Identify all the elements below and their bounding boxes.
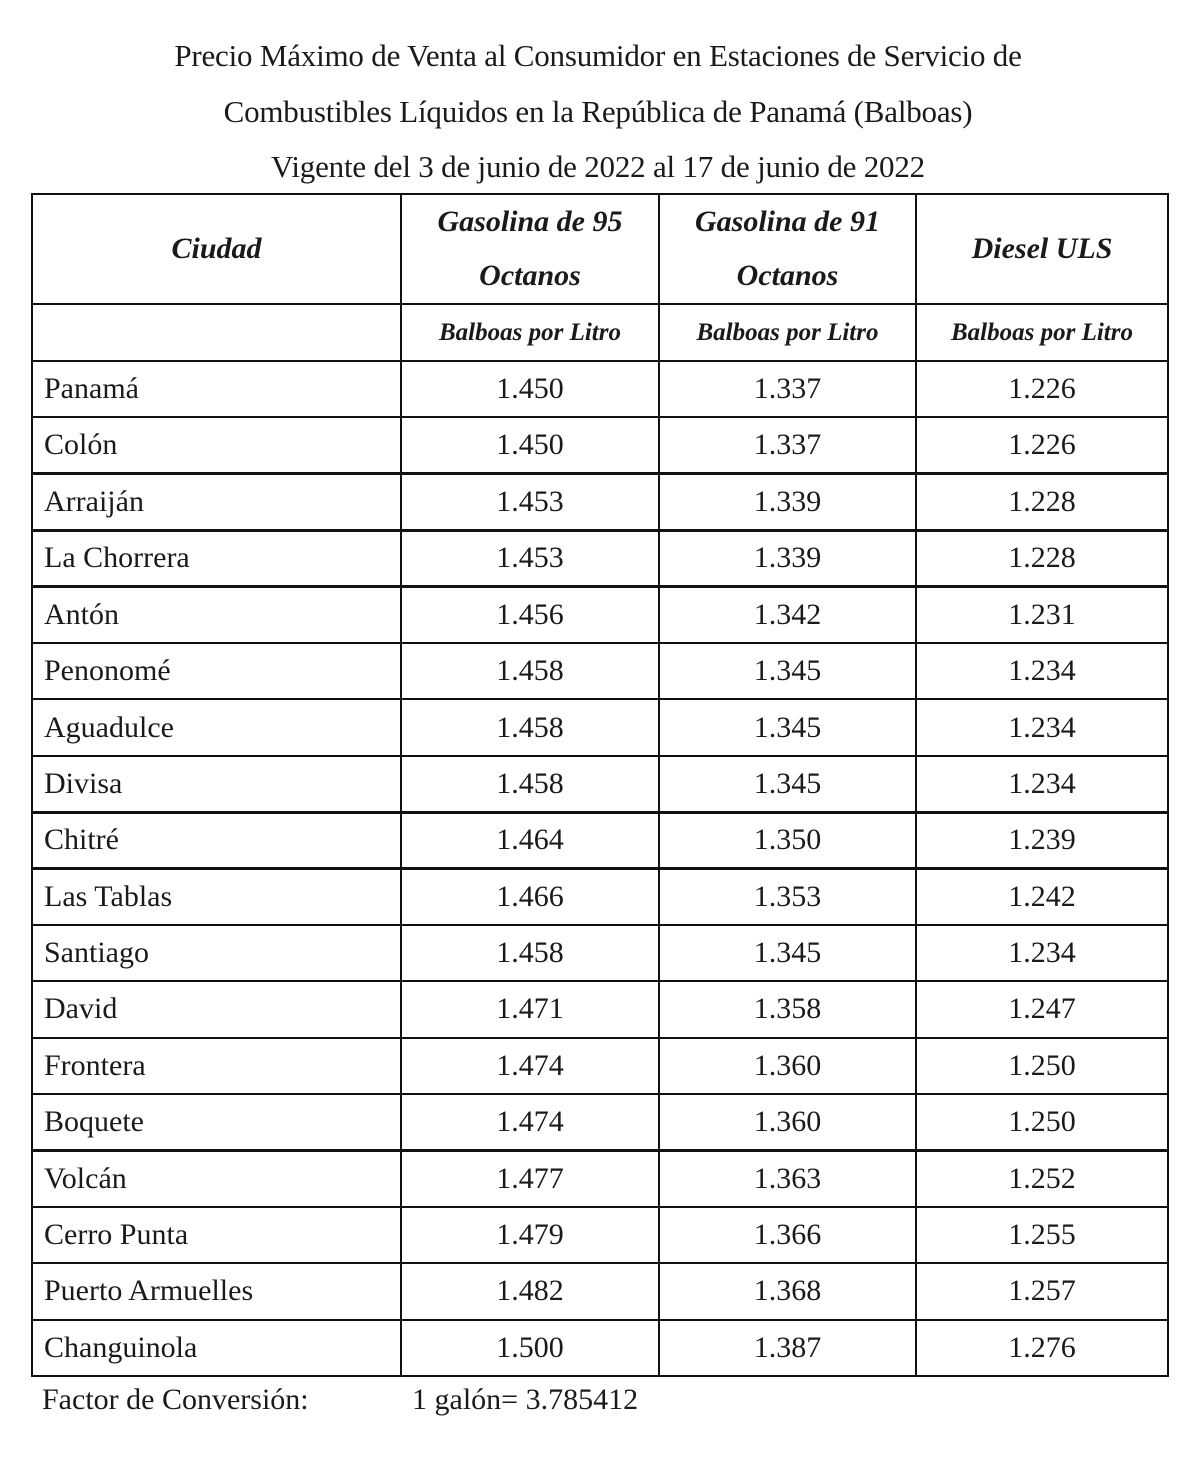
- city-cell: Colón: [32, 417, 401, 473]
- fuel-price-table: [31, 193, 1169, 1377]
- gasoline-95-price: 1.458: [401, 643, 659, 699]
- diesel-price: 1.276: [916, 1320, 1168, 1376]
- diesel-price: 1.228: [916, 530, 1168, 586]
- city-cell: Penonomé: [32, 643, 401, 699]
- column-header-gasoline-95: Gasolina de 95 Octanos: [401, 194, 659, 304]
- table-row: [32, 643, 1168, 699]
- diesel-price: 1.255: [916, 1207, 1168, 1263]
- gasoline-95-price: 1.471: [401, 981, 659, 1037]
- gasoline-95-price: 1.456: [401, 587, 659, 643]
- gasoline-95-price: 1.464: [401, 812, 659, 868]
- conversion-label: Factor de Conversión:: [42, 1383, 309, 1416]
- city-cell: Volcán: [32, 1150, 401, 1206]
- table-row: [32, 587, 1168, 643]
- city-cell: La Chorrera: [32, 530, 401, 586]
- conversion-footer: [42, 1378, 638, 1422]
- unit-gasoline-95: Balboas por Litro: [401, 304, 659, 361]
- gasoline-91-price: 1.360: [659, 1094, 916, 1150]
- title-line-3: Vigente del 3 de junio de 2022 al 17 de junio de 2022: [271, 149, 925, 184]
- table-row: [32, 1038, 1168, 1094]
- table-body: [32, 361, 1168, 1376]
- city-cell: Frontera: [32, 1038, 401, 1094]
- conversion-value: 1 galón= 3.785412: [412, 1383, 639, 1416]
- table-row: [32, 869, 1168, 925]
- table-row: [32, 756, 1168, 812]
- city-cell: Divisa: [32, 756, 401, 812]
- diesel-price: 1.226: [916, 417, 1168, 473]
- gasoline-95-price: 1.477: [401, 1150, 659, 1206]
- gasoline-95-price: 1.474: [401, 1038, 659, 1094]
- diesel-price: 1.250: [916, 1094, 1168, 1150]
- gasoline-91-price: 1.337: [659, 361, 916, 417]
- gasoline-91-price: 1.387: [659, 1320, 916, 1376]
- city-cell: Las Tablas: [32, 869, 401, 925]
- title-line-1: Precio Máximo de Venta al Consumidor en Estaciones de Servicio de: [174, 38, 1022, 73]
- gasoline-91-price: 1.345: [659, 925, 916, 981]
- gasoline-95-price: 1.482: [401, 1263, 659, 1319]
- gasoline-91-price: 1.345: [659, 643, 916, 699]
- table-row: [32, 417, 1168, 473]
- table-row: [32, 1094, 1168, 1150]
- gasoline-95-price: 1.458: [401, 756, 659, 812]
- gasoline-95-price: 1.474: [401, 1094, 659, 1150]
- table-row: [32, 474, 1168, 530]
- table-row: [32, 925, 1168, 981]
- diesel-price: 1.252: [916, 1150, 1168, 1206]
- table-row: [32, 530, 1168, 586]
- gasoline-91-price: 1.345: [659, 756, 916, 812]
- gasoline-95-price: 1.479: [401, 1207, 659, 1263]
- table-row: [32, 699, 1168, 755]
- diesel-price: 1.257: [916, 1263, 1168, 1319]
- table-row: [32, 1207, 1168, 1263]
- gasoline-91-price: 1.353: [659, 869, 916, 925]
- gasoline-91-price: 1.358: [659, 981, 916, 1037]
- city-cell: Cerro Punta: [32, 1207, 401, 1263]
- diesel-price: 1.231: [916, 587, 1168, 643]
- document-title: [0, 28, 1196, 195]
- table-row: [32, 1320, 1168, 1376]
- diesel-price: 1.250: [916, 1038, 1168, 1094]
- city-cell: Boquete: [32, 1094, 401, 1150]
- gasoline-95-price: 1.458: [401, 925, 659, 981]
- header-row: [32, 194, 1168, 304]
- diesel-price: 1.234: [916, 756, 1168, 812]
- column-header-diesel: Diesel ULS: [916, 194, 1168, 304]
- gasoline-95-price: 1.453: [401, 530, 659, 586]
- table-row: [32, 1150, 1168, 1206]
- gasoline-95-price: 1.450: [401, 417, 659, 473]
- column-header-city: Ciudad: [32, 194, 401, 304]
- diesel-price: 1.234: [916, 643, 1168, 699]
- gasoline-91-price: 1.339: [659, 474, 916, 530]
- gasoline-91-price: 1.337: [659, 417, 916, 473]
- table-row: [32, 981, 1168, 1037]
- city-cell: Antón: [32, 587, 401, 643]
- city-cell: Puerto Armuelles: [32, 1263, 401, 1319]
- city-cell: Changuinola: [32, 1320, 401, 1376]
- table-row: [32, 1263, 1168, 1319]
- table-row: [32, 361, 1168, 417]
- column-header-gasoline-91: Gasolina de 91 Octanos: [659, 194, 916, 304]
- gasoline-91-price: 1.368: [659, 1263, 916, 1319]
- diesel-price: 1.242: [916, 869, 1168, 925]
- gasoline-91-price: 1.363: [659, 1150, 916, 1206]
- diesel-price: 1.226: [916, 361, 1168, 417]
- unit-diesel: Balboas por Litro: [916, 304, 1168, 361]
- diesel-price: 1.228: [916, 474, 1168, 530]
- gasoline-91-price: 1.339: [659, 530, 916, 586]
- title-line-2: Combustibles Líquidos en la República de Panamá (Balboas): [223, 93, 973, 129]
- city-cell: Santiago: [32, 925, 401, 981]
- gasoline-91-price: 1.345: [659, 699, 916, 755]
- gasoline-91-price: 1.342: [659, 587, 916, 643]
- city-cell: Aguadulce: [32, 699, 401, 755]
- diesel-price: 1.234: [916, 925, 1168, 981]
- gasoline-95-price: 1.500: [401, 1320, 659, 1376]
- gasoline-91-price: 1.350: [659, 812, 916, 868]
- gasoline-91-price: 1.366: [659, 1207, 916, 1263]
- diesel-price: 1.234: [916, 699, 1168, 755]
- gasoline-91-price: 1.360: [659, 1038, 916, 1094]
- city-cell: Arraiján: [32, 474, 401, 530]
- city-cell: Chitré: [32, 812, 401, 868]
- diesel-price: 1.247: [916, 981, 1168, 1037]
- units-row: [32, 304, 1168, 361]
- unit-city: [32, 304, 401, 361]
- gasoline-95-price: 1.458: [401, 699, 659, 755]
- gasoline-95-price: 1.450: [401, 361, 659, 417]
- unit-gasoline-91: Balboas por Litro: [659, 304, 916, 361]
- gasoline-95-price: 1.466: [401, 869, 659, 925]
- diesel-price: 1.239: [916, 812, 1168, 868]
- city-cell: David: [32, 981, 401, 1037]
- city-cell: Panamá: [32, 361, 401, 417]
- table-row: [32, 812, 1168, 868]
- gasoline-95-price: 1.453: [401, 474, 659, 530]
